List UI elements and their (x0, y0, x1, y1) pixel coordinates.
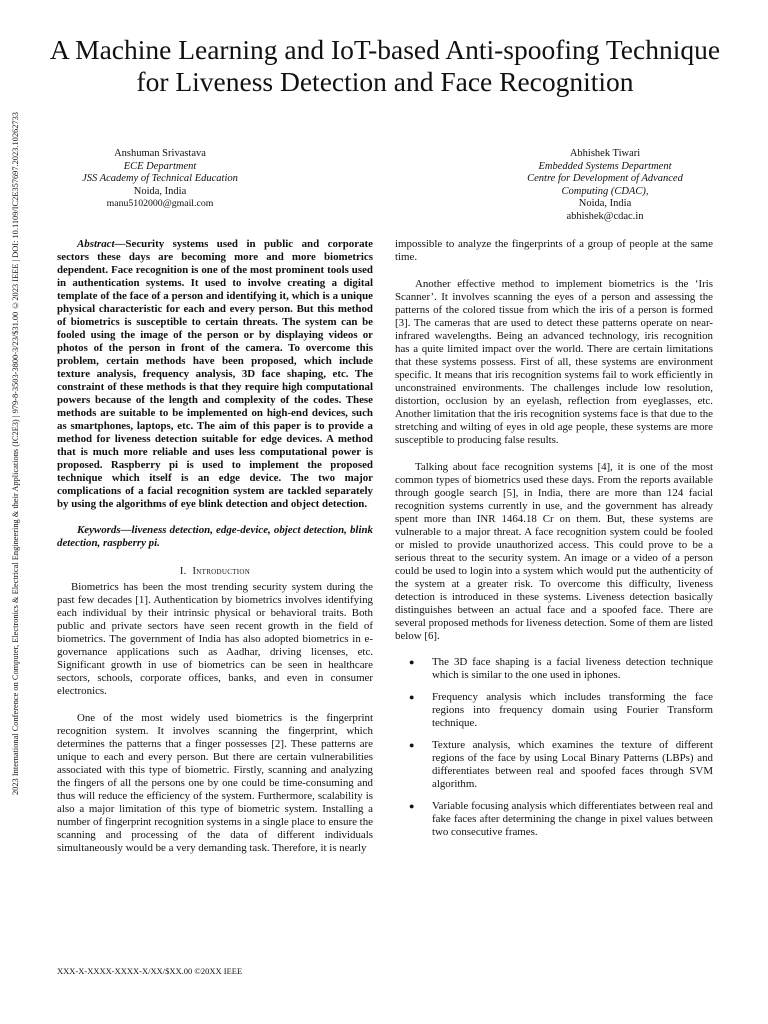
keywords: Keywords—liveness detection, edge-device, object detection, blink detection, raspberry pi. (57, 524, 373, 549)
list-item: ● Frequency analysis which includes transforming the face regions into frequency domain using Fourier Transform technique. (395, 691, 713, 730)
section-title: Introduction (192, 566, 251, 577)
author-email: abhishek@cdac.in (566, 210, 644, 222)
paragraph: Talking about face recognition systems [4], it is one of the most common types of biometrics used these days. From the reports available through google search [5], in India, there are more than 124 facial recognition systems currently in use, and the government has already spent more than INR 1464.18 Cr on them. But, these systems are vulnerable to a major threat. A face recognition system could be fooled or misled to provide unauthorized access. This could prove to be a serious threat to the security system. An image or a video of a person could be used to login into a system which would put the authenticity of the system at a greater risk. To overcome this difficulty, liveness detection is introduced in these systems. Liveness detection basically distinguishes between an actual face and a spoofed face. There are several proposed methods for liveness detection. Some of them are listed below [6]. (395, 461, 713, 642)
abstract-text: —Security systems used in public and corporate sectors these days are becoming more and more biometrics dependent. Face recognition is one of the most prominent tools used in authentication systems. It used to involve creating a digital template of the face of a person and identifying it, which is a unique physical characteristic for each and every person. But this method of biometrics is susceptible to certain threats. The system can be fooled using the image of the person or by displaying videos or photos of the person in front of the camera. To overcome this problem, certain methods have been proposed, which include texture analysis, frequency analysis, 3D face shaping, etc. The constraint of these methods is that they require high computational powers because of the length and complexity of the codes. These methods are suitable to be implemented on high-end devices, such as smartphones, laptops, etc. The aim of this paper is to provide a method for liveness detection suitable for edge devices. A method that is much more reliable and uses less computational power is proposed. Raspberry pi is used to implement the proposed technique which itself is an edge device. The two major complications of a facial recognition system are tackled separately by using the algorithms of eye blink detection and object detection. (57, 238, 373, 510)
left-column (57, 238, 373, 855)
author-email: manu5102000@gmail.com (106, 198, 214, 210)
paragraph: Biometrics has been the most trending security system during the past few decades [1]. Authentication by biometrics involves identifying each individual by their intrinsic physical or behavioral traits. Both public and private sectors have seen recent growth in the field of biometrics. The government of India has also adopted biometrics in e-governance applications such as Aadhar, driving licenses, etc. Significant growth in use of biometrics can be seen in healthcare sectors, schools, corporate offices, banks, and even in consumer electronics. (57, 581, 373, 697)
right-column (395, 238, 713, 848)
author-department: Embedded Systems Department (538, 160, 672, 172)
conference-sidebar-text: 2023 International Conference on Computer, Electronics & Electrical Engineering & their Applications (IC2E3) | 979-8-3503-3800-3/23/$31.00 ©2023 IEEE | DOI: 10.1109/IC2E357697.2023.10262733 (11, 112, 20, 795)
author-city: Noida, India (578, 198, 632, 210)
author-block-2 (490, 148, 720, 224)
section-heading (57, 565, 373, 578)
author-organization-line2: Computing (CDAC), (561, 185, 649, 197)
list-item: ● Texture analysis, which examines the texture of different regions of the face by using Local Binary Patterns (LBPs) and differentiates between real and spoofed faces through SVM algorithm. (395, 739, 713, 791)
copyright-footer: XXX-X-XXXX-XXXX-X/XX/$XX.00 ©20XX IEEE (57, 966, 243, 976)
author-department: ECE Department (123, 160, 197, 172)
liveness-methods-list (395, 656, 713, 839)
paragraph: Another effective method to implement biometrics is the ‘Iris Scanner’. It involves scanning the eyes of a person and assessing the patterns of the colored tissue from which the iris of a person is formed [3]. The cameras that are used to detect these patterns operate on near-infrared wavelengths. Being an advanced technology, iris recognition has a quite limited impact over the world. There are certain limitations that these systems possess. First of all, these systems are environment specific. It means that iris recognition systems fail to work efficiently in unconstrained environments. The challenges include low resolution, distortion, occlusion by an eyelash, reflection from eyeglasses, etc. Another limitation that the iris recognition systems face is that due to the stretching and wilting of eyes in old age people, these systems are more susceptible to producing false results. (395, 278, 713, 446)
list-item: ● The 3D face shaping is a facial liveness detection technique which is similar to the one used in iphones. (395, 656, 713, 682)
abstract (57, 238, 373, 511)
author-organization: JSS Academy of Technical Education (82, 173, 238, 185)
author-name: Abhishek Tiwari (569, 148, 641, 159)
paragraph: impossible to analyze the fingerprints of a group of people at the same time. (395, 238, 713, 263)
author-city: Noida, India (133, 185, 187, 197)
paragraph: One of the most widely used biometrics is the fingerprint recognition system. It involves scanning the fingerprint, which determines the patterns that a finger possesses [2]. These patterns are unique to each and every person. But there are certain vulnerabilities associated with this type of biometric. Firstly, scanning and analyzing the fingers of all the persons one by one could be time-consuming and thus will reduce the efficiency of the system. Furthermore, scalability is also a major limitation of this type of biometric system. Installing a number of fingerprint recognition systems in a single place to ensure the scanning and processing of the data of different individuals simultaneously would be a very demanding task. Therefore, it is nearly (57, 712, 373, 854)
section-number: I. (179, 566, 187, 577)
abstract-lead: Abstract (77, 238, 115, 250)
paper-title: A Machine Learning and IoT-based Anti-spoofing Technique for Liveness Detection and Face Recognition (49, 34, 721, 97)
author-organization: Centre for Development of Advanced (527, 173, 683, 185)
author-block-1 (40, 148, 280, 211)
list-item: ● Variable focusing analysis which differentiates between real and fake faces after determining the change in pixel values between two consecutive frames. (395, 800, 713, 839)
author-name: Anshuman Srivastava (114, 148, 206, 159)
